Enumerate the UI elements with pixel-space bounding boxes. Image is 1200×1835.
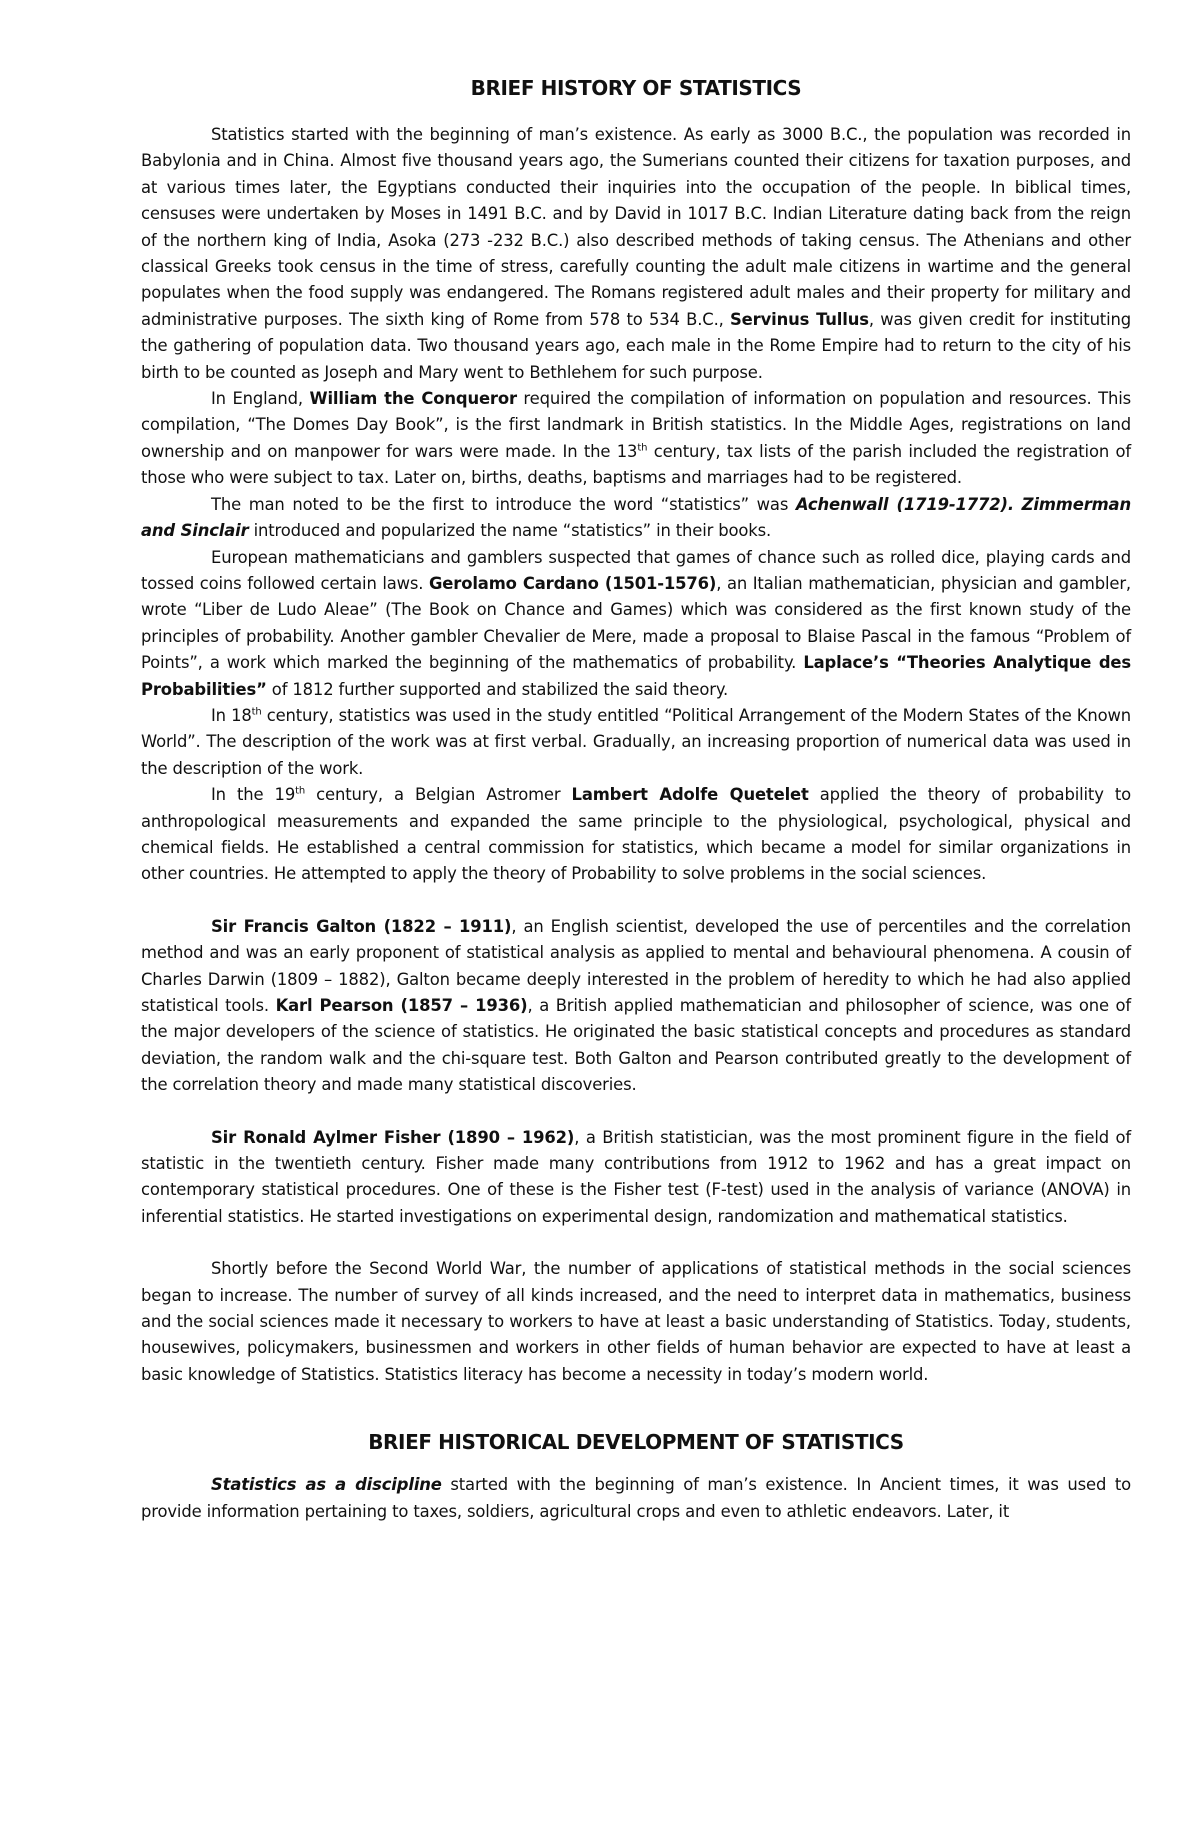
name-francis-galton: Sir Francis Galton (1822 – 1911) (211, 916, 512, 936)
text-run: , a British applied mathematician and philosopher of science, was one of the major developers of the science of statistics. He originated the basic statistical concepts and procedures as standard deviation, the random walk and the chi-square test. Both Galton and Pearson contributed greatly to the development of the correlation theory and made many statistical discoveries. (141, 996, 1132, 1095)
name-ronald-fisher: Sir Ronald Aylmer Fisher (1890 – 1962) (211, 1127, 575, 1147)
text-run: century, a Belgian Astromer (305, 785, 572, 805)
paragraph-early-census (141, 122, 1131, 386)
paragraph-discipline (141, 1472, 1131, 1525)
text-run (1014, 495, 1022, 514)
text-run: In the 19 (211, 785, 296, 805)
text-run: , an Italian mathematician, physician and gambler, wrote “Liber de Ludo Aleae” (The Book on Chance and Games) which was considered as the first known study of the principles of probability. Another gambler Chevalier de Mere, made a proposal to Blaise Pascal in the famous “Problem of Points”, a work which marked the beginning of the mathematics of probability. (141, 573, 1131, 673)
paragraph-gap (141, 888, 1131, 914)
paragraph-18th-century (141, 703, 1131, 782)
name-laplace-work: Laplace’s “Theories Analytique des Probabilities” (141, 653, 1131, 699)
text-run: century, statistics was used in the study entitled “Political Arrangement of the Modern States of the Known World”. The description of the work was at first verbal. Gradually, an increasing proportion of numerical data was used in the description of the work. (141, 705, 1131, 778)
paragraph-probability (141, 545, 1131, 703)
document-body (141, 76, 1131, 1525)
paragraph-19th-century (141, 782, 1131, 888)
text-run: of 1812 further supported and stabilized the said theory. (266, 679, 729, 699)
paragraph-fisher (141, 1125, 1131, 1231)
text-run: , an English scientist, developed the use of percentiles and the correlation method and was an early proponent of statistical analysis as applied to mental and behavioural phenomena. A cousin of Charles Darwin (1809 – 1882), Galton became deeply interested in the problem of heredity to which he had also applied statistical tools. (141, 916, 1131, 1015)
paragraph-gap (141, 1099, 1131, 1125)
text-run: century, tax lists of the parish included the registration of those who were subject to tax. Later on, births, deaths, baptisms and marriages had to be registered. (141, 441, 1131, 488)
text-run: introduced and popularized the name “statistics” in their books. (248, 521, 772, 541)
name-karl-pearson: Karl Pearson (1857 – 1936) (275, 996, 528, 1015)
name-quetelet: Lambert Adolfe Quetelet (571, 785, 809, 805)
superscript: th (251, 706, 262, 718)
text-run: In 18 (211, 705, 252, 725)
text-run: In England, (211, 389, 310, 409)
name-servinus-tullus: Servinus Tullus (730, 309, 869, 329)
text-run: , a British statistician, was the most prominent figure in the field of statistic in the twentieth century. Fisher made many contributions from 1912 to 1962 and has a great impact on contemporary statistical procedures. One of these is the Fisher test (F-test) used in the analysis of variance (ANOVA) in inferential statistics. He started investigations on experimental design, randomization and mathematical statistics. (141, 1127, 1131, 1226)
paragraph-gap (141, 1230, 1131, 1256)
page-title: BRIEF HISTORY OF STATISTICS (470, 76, 802, 100)
superscript: th (295, 785, 306, 797)
paragraph-modern-era: Shortly before the Second World War, the number of applications of statistical methods in the social sciences began to increase. The number of survey of all kinds increased, and the need to interpret data in mathematics, business and the social sciences made it necessary to workers to have at least a basic understanding of Statistics. Today, students, housewives, policymakers, businessmen and workers in other fields of human behavior are expected to have at least a basic knowledge of Statistics. Statistics literacy has become a necessity in today’s modern world. (141, 1259, 1131, 1384)
text-run: applied the theory of probability to anthropological measurements and expanded the same principle to the physiological, psychological, physical and chemical fields. He established a central commission for statistics, which became a model for similar organizations in other countries. He attempted to apply the theory of Probability to solve problems in the social sciences. (141, 785, 1131, 884)
text-run: , was given credit for instituting the gathering of population data. Two thousand years ago, each male in the Rome Empire had to return to the city of his birth to be counted as Joseph and Mary went to Bethlehem for such purpose. (141, 309, 1131, 382)
name-william-the-conqueror: William the Conqueror (309, 389, 517, 409)
name-zimmerman-sinclair: Zimmerman and Sinclair (141, 494, 1131, 541)
text-run: European mathematicians and gamblers suspected that games of chance such as rolled dice, playing cards and tossed coins followed certain laws. (141, 547, 1131, 593)
name-achenwall: Achenwall (1719-1772). (795, 494, 1014, 514)
text-run: Statistics started with the beginning of man’s existence. As early as 3000 B.C., the population was recorded in Babylonia and in China. Almost five thousand years ago, the Sumerians counted their citizens for taxation purposes, and at various times later, the Egyptians conducted their inquiries into the occupation of the people. In biblical times, censuses were undertaken by Moses in 1491 B.C. and by David in 1017 B.C. Indian Literature dating back from the reign of the northern king of India, Asoka (273 -232 B.C.) also described methods of taking census. The Athenians and other classical Greeks took census in the time of stress, carefully counting the adult male citizens in wartime and the general populates when the food supply was endangered. The Romans registered adult males and their property for military and administrative purposes. The sixth king of Rome from 578 to 534 B.C., (141, 125, 1131, 329)
section-title: BRIEF HISTORICAL DEVELOPMENT OF STATISTICS (368, 1430, 904, 1455)
superscript: th (637, 442, 648, 454)
paragraph-england (141, 386, 1131, 492)
text-run: The man noted to be the first to introduce the word “statistics” was (211, 494, 796, 514)
text-run: started with the beginning of man’s existence. In Ancient times, it was used to provide information pertaining to taxes, soldiers, agricultural crops and even to athletic endeavors. Later, it (141, 1475, 1131, 1521)
paragraph-galton-pearson (141, 914, 1131, 1099)
term-statistics-discipline: Statistics as a discipline (211, 1475, 442, 1495)
name-gerolamo-cardano: Gerolamo Cardano (1501-1576) (429, 573, 717, 593)
paragraph-word-statistics (141, 492, 1131, 545)
text-run: required the compilation of information on population and resources. This compilation, “The Domes Day Book”, is the first landmark in British statistics. In the Middle Ages, registrations on land ownership and on manpower for wars were made. In the 13 (141, 389, 1131, 461)
